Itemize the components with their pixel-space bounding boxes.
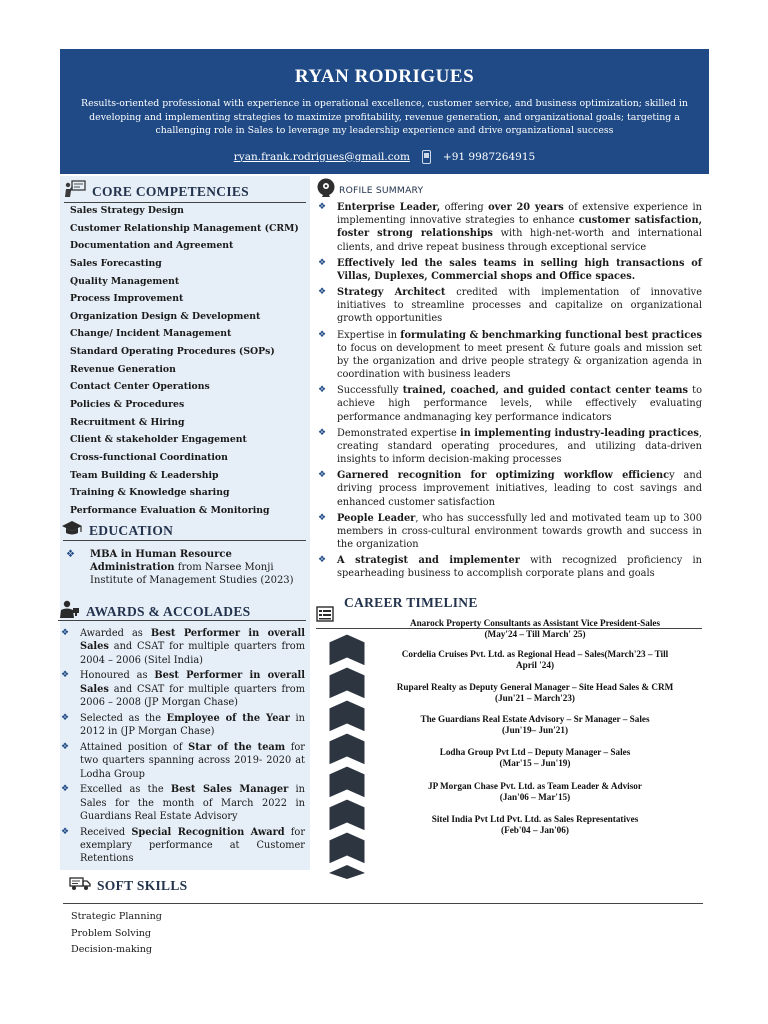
profile-text-run: credited with implementation of innovative initiatives to streamline processes and capitalize on organizational growth opportunities: [337, 287, 702, 325]
competency-item: Client & stakeholder Engagement: [70, 434, 247, 446]
profile-text: [337, 469, 702, 509]
award-text-highlight: Best Performer in overall Sales: [80, 628, 305, 653]
bullet-icon: ❖: [317, 257, 327, 268]
profile-item: [316, 329, 702, 382]
timeline-chevron: [329, 733, 365, 765]
competency-item: Policies & Procedures: [70, 399, 185, 411]
profile-title: ROFILE SUMMARY: [339, 185, 424, 196]
profile-text-run: with high-net-worth and international clients, and drive repeat business through exceptional service: [337, 228, 702, 253]
competency-item: Revenue Generation: [70, 363, 176, 375]
timeline-entry: [380, 682, 690, 704]
profile-text: [337, 329, 702, 382]
awards-list: [59, 627, 305, 868]
award-text-post: in 2012 in (JP Morgan Chase): [80, 712, 305, 738]
award-text-post: and CSAT for multiple quarters from 2004 – 2006 (Sitel India): [80, 641, 305, 666]
timeline-chevron: [329, 700, 365, 732]
award-text: [80, 783, 305, 823]
bullet-icon: ❖: [60, 712, 70, 723]
award-text: [80, 669, 305, 709]
bullet-icon: ❖: [60, 784, 70, 795]
timeline-dates: (Jun'21 – March'23): [495, 693, 575, 703]
profile-text-highlight: Enterprise Leader,: [337, 202, 441, 213]
award-item: [59, 669, 305, 709]
profile-text-highlight: Strategy Architect: [337, 287, 446, 298]
timeline-entry: [380, 649, 690, 671]
competency-item: Performance Evaluation & Monitoring: [70, 504, 270, 516]
bullet-icon: ❖: [60, 741, 70, 752]
profile-text-highlight: Effectively led the sales teams in selling high transactions of Villas, Duplexes, Commercial shops and Office spaces.: [337, 257, 702, 282]
timeline-heading: [316, 592, 478, 613]
award-text: [80, 627, 305, 667]
soft-skills-title: SOFT SKILLS: [97, 877, 188, 893]
profile-text-run: , creating standard operating procedures, and utilizing data-driven insights to inform decision-making processes: [337, 427, 703, 466]
award-text-highlight: Best Sales Manager: [170, 784, 289, 796]
timeline-entry: [380, 781, 690, 803]
profile-item: [316, 257, 702, 283]
timeline-entry: [380, 618, 690, 640]
award-text-post: in Sales for the month of March 2022 in Guardians Real Estate Advisory: [80, 784, 305, 823]
timeline-role: Lodha Group Pvt Ltd – Deputy Manager – Sales: [439, 747, 631, 757]
profile-text-highlight: People Leader: [337, 512, 416, 524]
award-text-pre: Honoured as: [80, 670, 155, 682]
profile-item: [316, 201, 702, 254]
award-text-pre: Received: [80, 826, 132, 838]
degree-name: MBA in Human Resource Administration: [90, 549, 232, 573]
profile-text-run: with recognized proficiency in spearheading business to accomplish corporate plans and goals: [337, 555, 702, 580]
competencies-title: CORE COMPETENCIES: [92, 183, 249, 199]
profile-text-highlight: formulating & benchmarking functional best practices: [400, 329, 702, 341]
bullet-icon: ❖: [317, 512, 327, 523]
competency-item: Recruitment & Hiring: [70, 416, 185, 428]
profile-text: [337, 512, 702, 552]
competency-item: Customer Relationship Management (CRM): [70, 222, 299, 234]
soft-skill-item: Strategic Planning: [71, 911, 162, 922]
bullet-icon: ❖: [317, 385, 327, 396]
profile-text-highlight: over 20 years: [488, 202, 564, 213]
timeline-dates: (Feb'04 – Jan'06): [501, 825, 569, 835]
profile-text: [337, 286, 702, 326]
education-entry: [66, 548, 306, 587]
profile-text-run: to achieve high performance levels, while effectively evaluating performance andmanaging key performance indicators: [337, 385, 703, 423]
competency-item: Change/ Incident Management: [70, 328, 232, 340]
timeline-list-icon: [316, 606, 334, 627]
profile-text: [337, 201, 702, 254]
competency-item: Sales Forecasting: [70, 257, 162, 269]
timeline-entry: [380, 814, 690, 836]
profile-text-highlight: Garnered recognition for optimizing workflow efficienc: [337, 470, 670, 482]
profile-item: [316, 512, 702, 552]
award-text-pre: Excelled as the: [80, 784, 171, 796]
bullet-icon: ❖: [317, 470, 327, 481]
timeline-chevron-tip: [329, 865, 365, 879]
award-text-highlight: Special Recognition Award: [131, 826, 285, 838]
profile-item: [316, 554, 702, 580]
bullet-icon: ❖: [317, 202, 327, 212]
timeline-role: The Guardians Real Estate Advisory – Sr Manager – Sales: [420, 714, 650, 724]
timeline-dates: (Jan'06 – Mar'15): [499, 792, 571, 802]
timeline-dates: (Mar'15 – Jun'19): [499, 758, 571, 768]
award-item: [59, 712, 305, 739]
award-text-post: and CSAT for multiple quarters from 2006 – 2008 (JP Morgan Chase): [80, 683, 305, 709]
profile-text: [337, 427, 702, 467]
award-item: [59, 826, 305, 866]
award-text-pre: Attained position of: [80, 741, 189, 753]
timeline-chevron: [329, 799, 365, 831]
bullet-icon: ❖: [317, 555, 327, 566]
education-heading: [61, 520, 173, 541]
award-text: [80, 741, 305, 781]
timeline-dates: April '24): [515, 660, 555, 670]
bullet-icon: ❖: [317, 287, 327, 297]
competency-item: Process Improvement: [70, 293, 184, 305]
award-text-highlight: Best Performer in overall Sales: [80, 670, 306, 695]
soft-skills-divider: [63, 903, 703, 904]
competency-item: Team Building & Leadership: [70, 469, 219, 481]
bullet-icon: ❖: [60, 628, 70, 638]
candidate-name: RYAN RODRIGUES: [294, 66, 475, 87]
truck-skills-icon: [69, 875, 91, 896]
awards-divider: [58, 620, 306, 621]
profile-text-highlight: customer satisfaction, foster strong relationships: [337, 215, 702, 240]
award-text-highlight: Employee of the Year: [166, 712, 290, 724]
profile-item: [316, 384, 702, 424]
award-item: [59, 627, 305, 667]
soft-skill-item: Decision-making: [71, 944, 153, 955]
bullet-icon: ❖: [317, 427, 327, 438]
phone-number: +91 9987264915: [442, 150, 536, 163]
profile-text-run: of extensive experience in implementing innovative strategies to enhance: [337, 202, 702, 227]
timeline-role: Sitel India Pvt Ltd Pvt. Ltd. as Sales Representatives: [431, 814, 639, 824]
degree-institution: from Narsee Monji Institute of Management Studies (2023): [90, 562, 294, 586]
profile-text: [337, 384, 702, 424]
award-item: [59, 783, 305, 823]
education-title: EDUCATION: [89, 522, 174, 538]
profile-item: [316, 427, 702, 467]
competency-item: Cross-functional Coordination: [70, 451, 228, 463]
profile-text-highlight: in implementing industry-leading practices: [459, 427, 699, 439]
contact-info: [60, 150, 709, 164]
bullet-icon: ❖: [60, 670, 70, 681]
bullet-icon: ❖: [66, 549, 75, 560]
timeline-chevron: [329, 634, 365, 666]
profile-item: [316, 469, 702, 509]
competency-item: Sales Strategy Design: [70, 205, 184, 216]
profile-text-run: , who has successfully led and motivated team up to 300 members in cross-cultural environment towards growth and success in the organization: [337, 512, 702, 551]
competencies-list: [70, 202, 306, 520]
timeline-arrow-graphic: [327, 634, 371, 879]
profile-text-run: Demonstrated expertise: [337, 427, 460, 439]
email-link[interactable]: ryan.frank.rodrigues@gmail.com: [233, 150, 410, 163]
presenter-board-icon: [64, 180, 86, 203]
phone-icon: [422, 150, 431, 164]
awards-title: AWARDS & ACCOLADES: [86, 603, 251, 619]
timeline-chevrons: [327, 634, 371, 883]
graduation-cap-icon: [61, 520, 83, 541]
bullet-icon: ❖: [317, 329, 327, 340]
timeline-chevron: [329, 832, 365, 864]
award-text-post: for two quarters spanning across 2019- 2020 at Lodha Group: [80, 741, 305, 780]
award-item: [59, 741, 305, 781]
timeline-role: Ruparel Realty as Deputy General Manager – Site Head Sales & CRM: [396, 682, 674, 692]
award-text: [80, 712, 305, 739]
timeline-role: JP Morgan Chase Pvt. Ltd. as Team Leader & Advisor: [428, 781, 642, 791]
profile-heading: [316, 178, 423, 203]
profile-text-highlight: trained, coached, and guided contact center teams: [402, 385, 689, 397]
timeline-dates: (May'24 – Till March' 25): [484, 629, 586, 639]
competency-item: Quality Management: [70, 275, 180, 287]
award-text: [80, 826, 305, 866]
competencies-heading: [64, 180, 249, 203]
award-text-post: for exemplary performance at Customer Retentions: [80, 826, 305, 865]
competency-item: Contact Center Operations: [70, 381, 210, 393]
timeline-entry: [380, 714, 690, 736]
profile-text-run: Expertise in: [337, 329, 401, 341]
timeline-title: CAREER TIMELINE: [344, 594, 478, 610]
timeline-dates: (Jun'19– Jun'21): [501, 725, 569, 735]
competency-item: Standard Operating Procedures (SOPs): [70, 346, 275, 358]
soft-skill-item: Problem Solving: [71, 927, 152, 939]
education-divider: [63, 540, 306, 541]
profile-text: [337, 257, 702, 283]
person-gear-icon: [316, 178, 336, 203]
timeline-role: Cordelia Cruises Pvt. Ltd. as Regional Head – Sales(March'23 – Till: [401, 649, 669, 659]
competency-item: Training & Knowledge sharing: [70, 487, 230, 499]
profile-text-run: to focus on development to meet present & future goals and mission set by the organization and drive people strategy & organization agenda in coordination with business leaders: [337, 342, 702, 381]
timeline-role: Anarock Property Consultants as Assistant Vice President-Sales: [409, 618, 661, 628]
resume-header: [60, 49, 709, 174]
timeline-chevron: [329, 667, 365, 699]
profile-text: [337, 554, 702, 580]
timeline-chevron: [329, 766, 365, 798]
award-text-pre: Selected as the: [80, 712, 167, 724]
soft-skills-list: [71, 909, 162, 959]
award-text-pre: Awarded as: [80, 628, 151, 639]
header-summary: Results-oriented professional with experience in operational excellence, customer service, and business optimization; skilled in developing and implementing strategies to maximize profitability, revenue generation, and organizational goals; targeting a challenging role in Sales to leverage my leadership experience and drive organizational success: [81, 98, 688, 136]
profile-text-run: offering: [440, 202, 489, 213]
profile-text-highlight: A strategist and implementer: [337, 555, 520, 567]
profile-summary-list: [316, 201, 702, 584]
competency-item: Organization Design & Development: [70, 310, 261, 322]
bullet-icon: ❖: [60, 826, 70, 837]
competency-item: Documentation and Agreement: [70, 240, 234, 252]
profile-item: [316, 286, 702, 326]
timeline-entry: [380, 747, 690, 769]
profile-text-run: y and driving process improvement initiatives, leading to cost savings and enhanced customer satisfaction: [337, 470, 702, 508]
award-text-highlight: Star of the team: [188, 741, 286, 753]
soft-skills-heading: [69, 875, 187, 896]
profile-text-run: Successfully: [337, 385, 403, 397]
